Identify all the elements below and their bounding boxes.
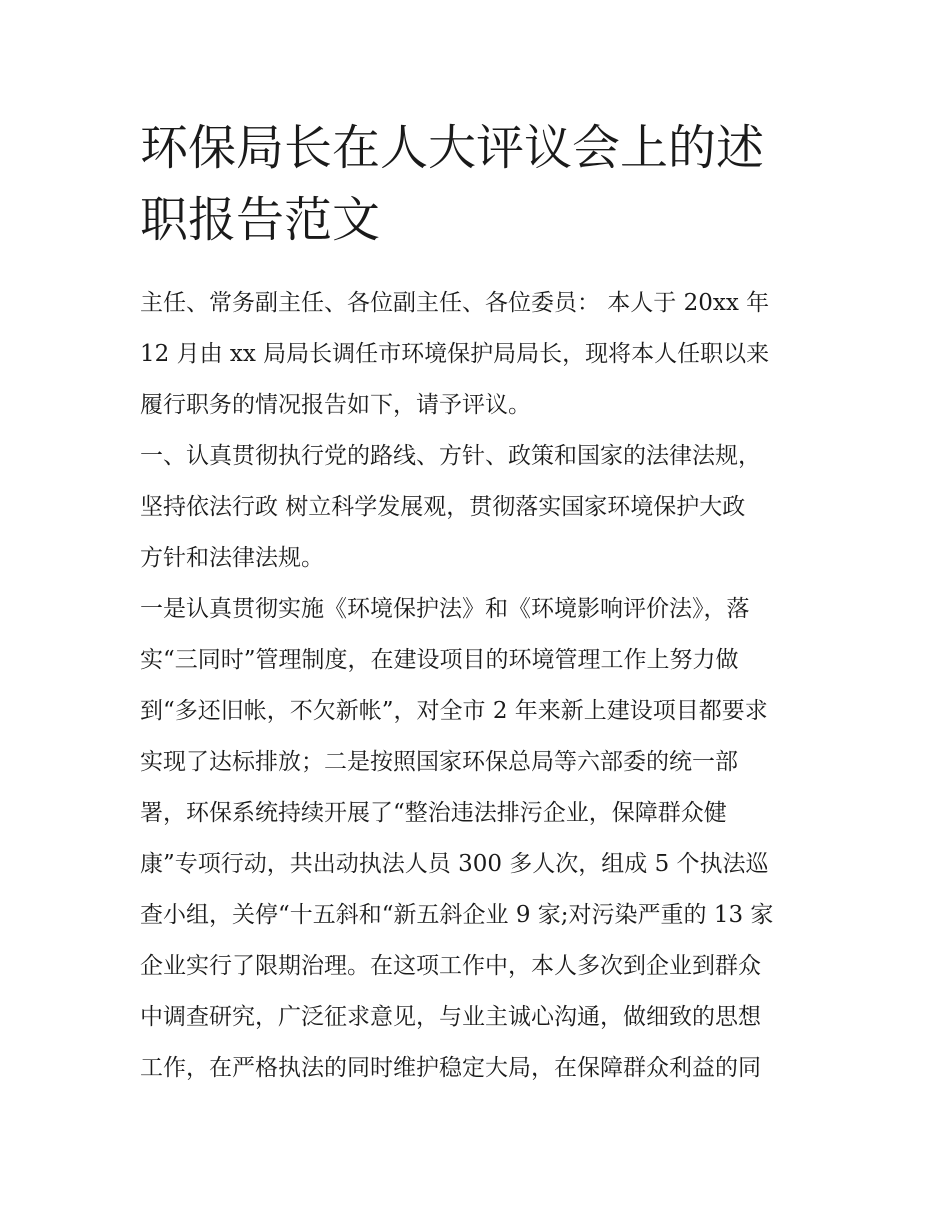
title-line: 环保局长在人大评议会上的述 [140,120,765,176]
document-body [140,278,820,1094]
body-line: 到“多还旧帐，不欠新帐”，对全市 2 年来新上建设项目都要求 [140,698,768,724]
body-line: 12 月由 xx 局局长调任市环境保护局局长，现将本人任职以来 [140,341,770,367]
body-line: 工作，在严格执法的同时维护稳定大局，在保障群众利益的同 [140,1055,761,1081]
body-line: 中调查研究，广泛征求意见，与业主诚心沟通，做细致的思想 [140,1004,761,1030]
body-line: 实“三同时”管理制度，在建设项目的环境管理工作上努力做 [140,647,739,673]
body-line: 一、认真贯彻执行党的路线、方针、政策和国家的法律法规， [140,443,761,469]
document-title [140,112,820,256]
body-line: 实现了达标排放；二是按照国家环保总局等六部委的统一部 [140,749,738,775]
body-line: 查小组，关停“十五斜和“新五斜企业 9 家;对污染严重的 13 家 [140,902,774,928]
body-line: 坚持依法行政 树立科学发展观，贯彻落实国家环境保护大政 [140,494,746,520]
body-line: 一是认真贯彻实施《环境保护法》和《环境影响评价法》，落 [140,596,750,622]
body-line: 履行职务的情况报告如下，请予评议。 [140,392,531,418]
body-line: 主任、常务副主任、各位副主任、各位委员： 本人于 20xx 年 [140,290,770,316]
title-line: 职报告范文 [140,192,381,248]
body-line: 署，环保系统持续开展了“整治违法排污企业，保障群众健 [140,800,727,826]
body-line: 康”专项行动，共出动执法人员 300 多人次，组成 5 个执法巡 [140,851,769,877]
body-line: 企业实行了限期治理。在这项工作中，本人多次到企业到群众 [140,953,761,979]
body-line: 方针和法律法规。 [140,545,324,571]
